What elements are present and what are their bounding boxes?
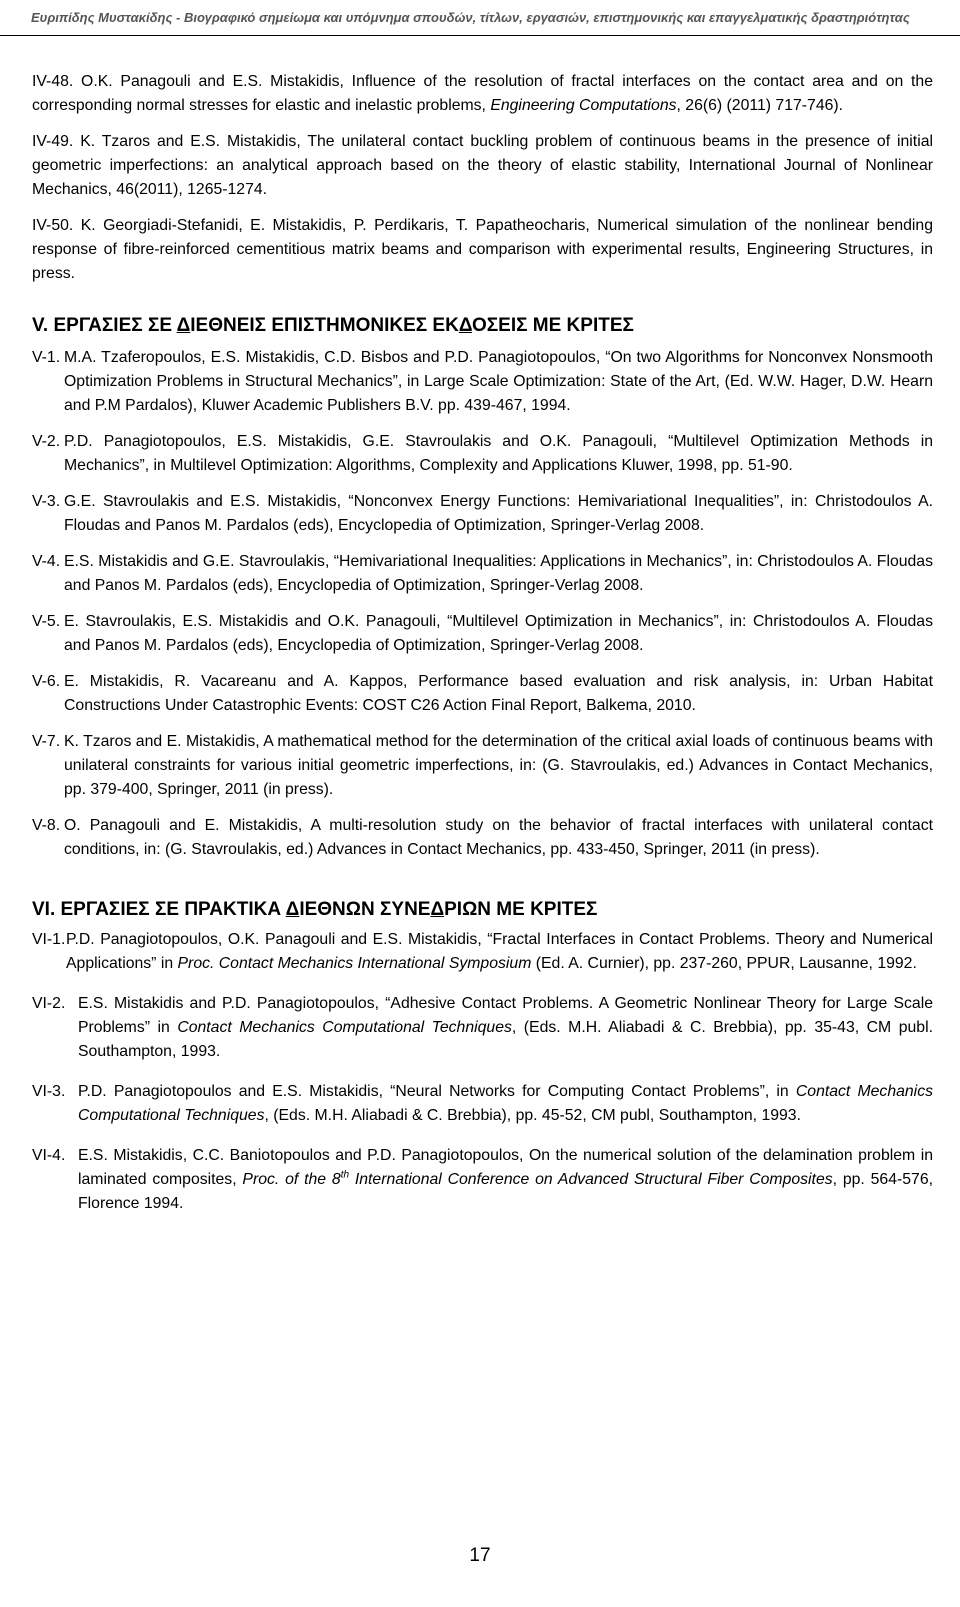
reference-label: IV-50. <box>32 217 74 234</box>
reference-iv-49 <box>32 130 933 202</box>
reference-authors: O.K. Panagouli and E.S. Mistakidis, Influence of the resolution of fractal interfaces on the contact area and on the corresponding normal stresses for elastic and inelastic problems, <box>32 73 933 114</box>
reference-label: V-1. <box>32 349 61 366</box>
reference-label: V-4. <box>32 553 61 570</box>
reference-v-6 <box>32 670 933 718</box>
reference-text: O. Panagouli and E. Mistakidis, A multi-resolution study on the behavior of fractal interfaces with unilateral contact conditions, in: (G. Stavroulakis, ed.) Advances in Contact Mechanics, pp. 433-450, Springer, 2011 (in press). <box>64 817 933 858</box>
reference-details: , 26(6) (2011) 717-746). <box>676 97 844 114</box>
reference-text: E. Stavroulakis, E.S. Mistakidis and O.K. Panagouli, “Multilevel Optimization in Mechanics”, in: Christodoulos A. Floudas and Panos M. Pardalos (eds), Encyclopedia of Optimization, Springer-Verlag 2008. <box>64 613 933 654</box>
reference-label: IV-49. <box>32 133 74 150</box>
reference-label: VI-2. <box>32 995 66 1012</box>
reference-iv-48 <box>32 70 933 118</box>
reference-label: V-2. <box>32 433 61 450</box>
reference-journal: Engineering Computations <box>490 97 677 114</box>
reference-label: VI-4. <box>32 1147 66 1164</box>
section-heading-v: V. ΕΡΓΑΣΙΕΣ ΣΕ ΔΙΕΘΝΕΙΣ ΕΠΙΣΤΗΜΟΝΙΚΕΣ ΕΚΔΟΣΕΙΣ ΜΕ ΚΡΙΤΕΣ <box>32 315 634 336</box>
reference-label: V-6. <box>32 673 61 690</box>
reference-text: E.S. Mistakidis, C.C. Baniotopoulos and P.D. Panagiotopoulos, On the numerical solution of the delamination problem in laminated composites, Proc. of the 8th International Conference on Advanced Structural Fiber Composites, pp. 564-576, Florence 1994. <box>78 1147 933 1212</box>
reference-label: V-8. <box>32 817 61 834</box>
reference-label: V-5. <box>32 613 61 630</box>
reference-v-2 <box>32 430 933 478</box>
reference-iv-50 <box>32 214 933 286</box>
reference-vi-1 <box>32 928 933 976</box>
reference-text: P.D. Panagiotopoulos, O.K. Panagouli and E.S. Mistakidis, “Fractal Interfaces in Contact Problems. Theory and Numerical Applications” in Proc. Contact Mechanics International Symposium (Ed. A. Curnier), pp. 237-260, PPUR, Lausanne, 1992. <box>66 931 933 972</box>
reference-text: K. Georgiadi-Stefanidi, E. Mistakidis, P. Perdikaris, T. Papatheocharis, Numerical simulation of the nonlinear bending response of fibre-reinforced cementitious matrix beams and comparison with experimental results, Engineering Structures, in press. <box>32 217 934 282</box>
reference-label: V-3. <box>32 493 61 510</box>
reference-vi-4 <box>32 1144 933 1216</box>
reference-text: K. Tzaros and E. Mistakidis, A mathematical method for the determination of the critical axial loads of continuous beams with unilateral constraints for various initial geometric imperfections, in: (G. Stavroulakis, ed.) Advances in Contact Mechanics, pp. 379-400, Springer, 2011 (in press). <box>64 733 933 798</box>
document-body <box>32 70 933 1228</box>
section-v-list <box>32 346 933 862</box>
running-header-text: Ευριπίδης Μυστακίδης - Βιογραφικό σημείωμα και υπόμνημα σπουδών, τίτλων, εργασιών, επιστημονικής και επαγγελματικής δραστηριότητας <box>31 10 910 25</box>
reference-label: VI-1. <box>32 931 66 948</box>
reference-text: P.D. Panagiotopoulos, E.S. Mistakidis, G.E. Stavroulakis and O.K. Panagouli, “Multilevel Optimization Methods in Mechanics”, in Multilevel Optimization: Algorithms, Complexity and Applications Kluwer, 1998, pp. 51-90. <box>64 433 933 474</box>
reference-v-8 <box>32 814 933 862</box>
page-number: 17 <box>469 1545 491 1566</box>
reference-vi-3 <box>32 1080 933 1128</box>
reference-text: K. Tzaros and E.S. Mistakidis, The unilateral contact buckling problem of continuous beams in the presence of initial geometric imperfections: an analytical approach based on the theory of elastic stability, International Journal of Nonlinear Mechanics, 46(2011), 1265-1274. <box>32 133 933 198</box>
running-header <box>0 0 960 36</box>
section-heading-vi: VI. ΕΡΓΑΣΙΕΣ ΣΕ ΠΡΑΚΤΙΚΑ ΔΙΕΘΝΩΝ ΣΥΝΕΔΡΙΩΝ ΜΕ ΚΡΙΤΕΣ <box>32 899 598 920</box>
reference-text: E. Mistakidis, R. Vacareanu and A. Kappos, Performance based evaluation and risk analysis, in: Urban Habitat Constructions Under Catastrophic Events: COST C26 Action Final Report, Balkema, 2010. <box>64 673 933 714</box>
reference-label: VI-3. <box>32 1083 66 1100</box>
reference-text: G.E. Stavroulakis and E.S. Mistakidis, “Nonconvex Energy Functions: Hemivariational Inequalities”, in: Christodoulos A. Floudas and Panos M. Pardalos (eds), Encyclopedia of Optimization, Springer-Verlag 2008. <box>64 493 933 534</box>
reference-label: V-7. <box>32 733 61 750</box>
reference-v-3 <box>32 490 933 538</box>
reference-text: E.S. Mistakidis and P.D. Panagiotopoulos, “Adhesive Contact Problems. A Geometric Nonlinear Theory for Large Scale Problems” in Contact Mechanics Computational Techniques, (Eds. M.H. Aliabadi & C. Brebbia), pp. 35-43, CM publ. Southampton, 1993. <box>78 995 933 1060</box>
reference-v-5 <box>32 610 933 658</box>
reference-text: E.S. Mistakidis and G.E. Stavroulakis, “Hemivariational Inequalities: Applications in Mechanics”, in: Christodoulos A. Floudas and Panos M. Pardalos (eds), Encyclopedia of Optimization, Springer-Verlag 2008. <box>64 553 933 594</box>
reference-v-4 <box>32 550 933 598</box>
reference-v-7 <box>32 730 933 802</box>
reference-text: M.A. Tzaferopoulos, E.S. Mistakidis, C.D. Bisbos and P.D. Panagiotopoulos, “On two Algorithms for Nonconvex Nonsmooth Optimization Problems in Structural Mechanics”, in Large Scale Optimization: State of the Art, (Ed. W.W. Hager, D.W. Hearn and P.M Pardalos), Kluwer Academic Publishers B.V. pp. 439-467, 1994. <box>64 349 933 414</box>
reference-v-1 <box>32 346 933 418</box>
reference-vi-2 <box>32 992 933 1064</box>
reference-text: P.D. Panagiotopoulos and E.S. Mistakidis, “Neural Networks for Computing Contact Problems”, in Contact Mechanics Computational Techniques, (Eds. M.H. Aliabadi & C. Brebbia), pp. 45-52, CM publ, Southampton, 1993. <box>78 1083 933 1124</box>
reference-label: IV-48. <box>32 73 74 90</box>
